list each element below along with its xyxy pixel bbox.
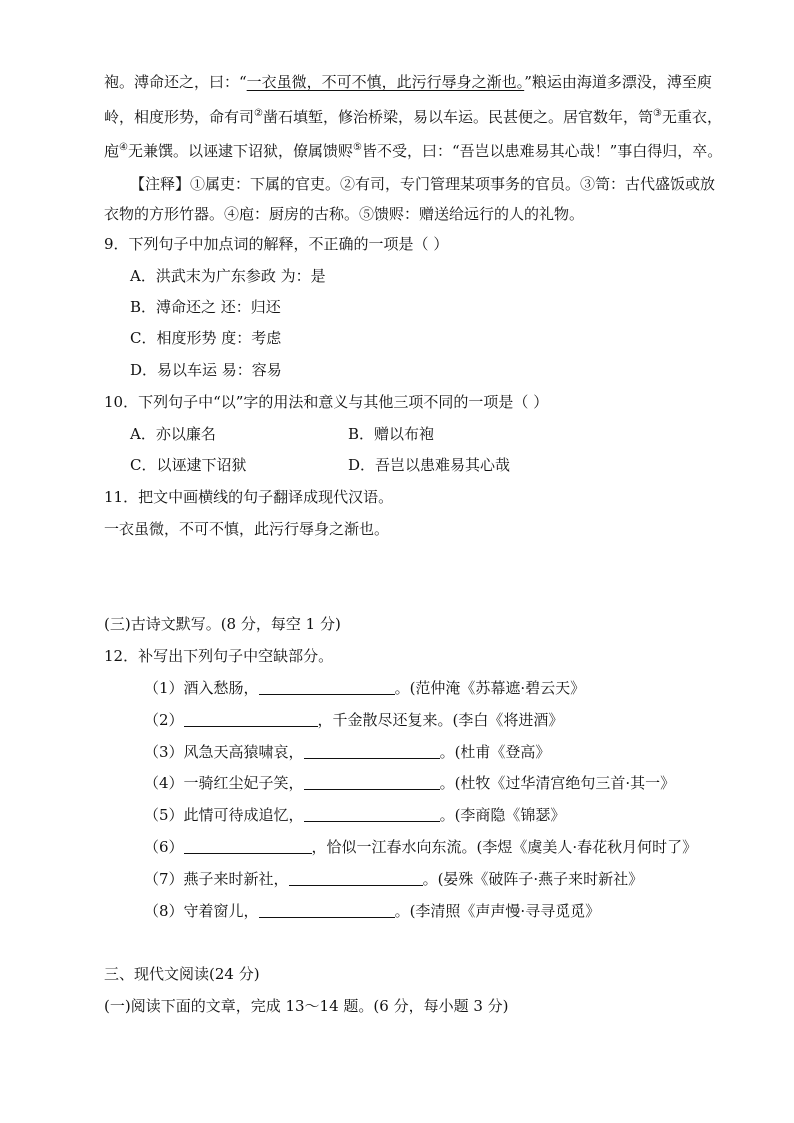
q12-stem: 12．补写出下列句子中空缺部分。 [104, 647, 334, 665]
item-source: ，恰似一江春水向东流。(李煜《虞美人·春花秋月何时了》 [311, 838, 698, 856]
item-source: 。(范仲淹《苏幕遮·碧云天》 [394, 679, 586, 697]
item-number: （3） [144, 743, 184, 761]
passage-text: 袍。溥命还之，曰：“ [104, 73, 247, 91]
q10-option-d: D．吾岂以患难易其心哉 [348, 456, 511, 474]
item-number: （2） [144, 711, 184, 729]
q12-item-3 [144, 742, 550, 762]
item-source: 。(杜甫《登高》 [439, 743, 551, 761]
passage-text: 凿石填堑，修治桥梁，易以车运。民甚便之。居官数年，笥 [262, 108, 653, 126]
q12-item-5 [144, 805, 565, 825]
item-number: （1） [144, 679, 184, 697]
q11-stem: 11．把文中画横线的句子翻译成现代汉语。 [104, 488, 394, 506]
item-number: （8） [144, 902, 184, 920]
passage-text: ”粮运由海道多漂没，溥至庾 [524, 73, 712, 91]
item-source: 。(晏殊《破阵子·燕子来时新社》 [422, 870, 644, 888]
q12-item-6 [144, 837, 697, 857]
passage-text: 岭，相度形势，命有司 [104, 108, 255, 126]
notes-line-1: 【注释】①属吏：下属的官吏。②有司，专门管理某项事务的官员。③笥：古代盛饭或放 [130, 175, 716, 193]
item-source: 。(李清照《声声慢·寻寻觅觅》 [394, 902, 601, 920]
item-text: 酒入愁肠， [183, 679, 259, 697]
notes-line-2: 衣物的方形竹器。④庖：厨房的古称。⑤馈赆：赠送给远行的人的礼物。 [104, 205, 585, 223]
underlined-sentence: 一衣虽微，不可不慎，此污行辱身之渐也。 [246, 73, 525, 91]
item-number: （5） [144, 806, 184, 824]
part-heading: 三、现代文阅读(24 分) [104, 965, 260, 983]
answer-blank[interactable] [259, 903, 395, 918]
note-marker: ④ [119, 142, 128, 153]
item-number: （6） [144, 838, 184, 856]
q9-stem: 9．下列句子中加点词的解释，不正确的一项是（ ） [104, 235, 449, 253]
item-source: 。(李商隐《锦瑟》 [439, 806, 566, 824]
q10-option-a: A．亦以廉名 [130, 425, 216, 443]
q11-sentence: 一衣虽微，不可不慎，此污行辱身之渐也。 [104, 520, 390, 538]
item-number: （7） [144, 870, 184, 888]
answer-blank[interactable] [184, 839, 312, 854]
q12-item-2 [144, 710, 563, 730]
passage-text: 无兼馔。以诬逮下诏狱，僚属馈赆 [127, 142, 353, 160]
passage-text: 庖 [104, 142, 120, 160]
answer-blank[interactable] [304, 807, 440, 822]
passage-line-3 [104, 141, 722, 161]
q10-option-b: B．赠以布袍 [348, 425, 435, 443]
item-number: （4） [144, 774, 184, 792]
q10-stem: 10．下列句子中“以”字的用法和意义与其他三项不同的一项是（ ） [104, 393, 549, 411]
q12-item-4 [144, 773, 675, 793]
item-source: 。(杜牧《过华清宫绝句三首·其一》 [439, 774, 676, 792]
item-text: 燕子来时新社， [183, 870, 289, 888]
passage-line-1 [104, 72, 712, 92]
q9-option-b: B．溥命还之 还：归还 [130, 298, 281, 316]
item-text: 风急天高猿啸哀， [183, 743, 304, 761]
passage-line-2 [104, 107, 722, 127]
item-text: 此情可待成追忆， [183, 806, 304, 824]
q12-item-7 [144, 869, 643, 889]
section-heading: (三)古诗文默写。(8 分，每空 1 分) [104, 615, 341, 633]
part-subheading: (一)阅读下面的文章，完成 13～14 题。(6 分，每小题 3 分) [104, 997, 509, 1015]
answer-blank[interactable] [289, 871, 423, 886]
q9-option-a: A．洪武末为广东参政 为：是 [130, 267, 326, 285]
answer-blank[interactable] [304, 744, 440, 759]
q12-item-1 [144, 678, 585, 698]
answer-blank[interactable] [304, 775, 440, 790]
q12-item-8 [144, 901, 600, 921]
q10-option-c: C．以诬逮下诏狱 [130, 456, 247, 474]
answer-blank[interactable] [259, 680, 395, 695]
passage-text: 无重衣， [661, 108, 722, 126]
answer-blank[interactable] [184, 712, 318, 727]
item-text: 守着窗儿， [183, 902, 259, 920]
q9-option-c: C．相度形势 度：考虑 [130, 329, 282, 347]
item-source: ，千金散尽还复来。(李白《将进酒》 [317, 711, 564, 729]
note-marker: ③ [653, 108, 662, 119]
note-marker: ② [254, 108, 263, 119]
item-text: 一骑红尘妃子笑， [183, 774, 304, 792]
passage-text: 皆不受，曰：“吾岂以患难易其心哉！”事白得归，卒。 [361, 142, 723, 160]
q9-option-d: D．易以车运 易：容易 [130, 361, 282, 379]
note-marker: ⑤ [353, 142, 362, 153]
